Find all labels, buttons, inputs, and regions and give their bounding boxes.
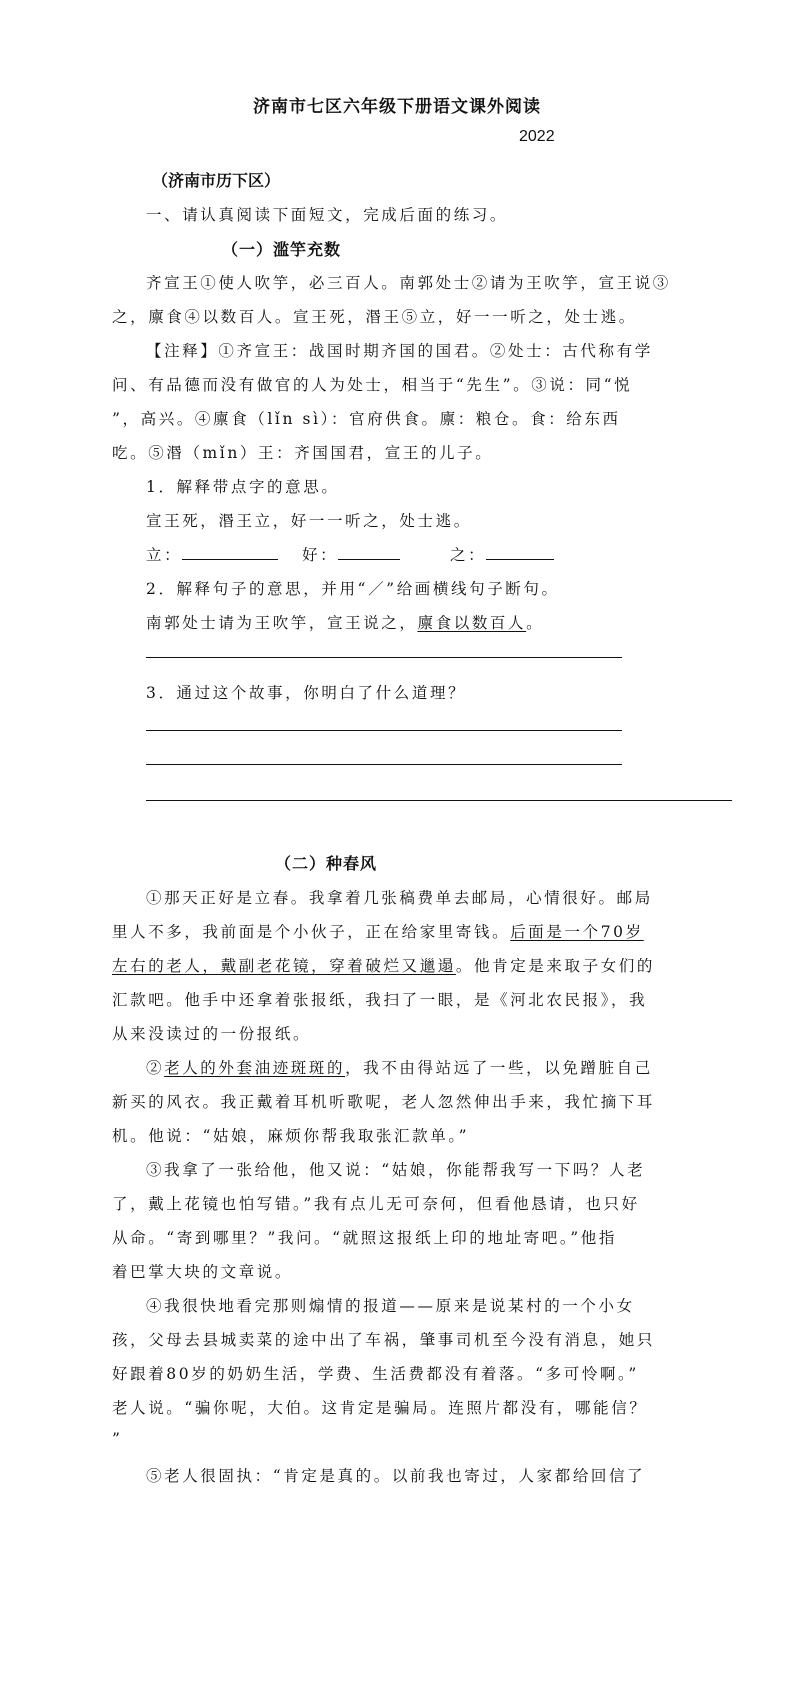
passage2-line: ” xyxy=(112,1430,123,1448)
passage2-line: ⑤老人很固执：“肯定是真的。以前我也寄过，人家都给回信了 xyxy=(146,1467,646,1485)
passage2-line xyxy=(112,954,655,976)
passage2-line xyxy=(112,920,644,942)
answer-line[interactable] xyxy=(146,730,622,731)
passage2-heading: （二）种春风 xyxy=(275,854,378,873)
region-label: （济南市历下区） xyxy=(152,171,281,190)
question-2-sentence: 南郭处士请为王吹竽，宣王说之， xyxy=(146,614,418,632)
passage2-line: 新买的风衣。我正戴着耳机听歌呢，老人忽然伸出手来，我忙摘下耳 xyxy=(112,1093,656,1111)
note-line: 吃。⑤湣（mǐn）王：齐国国君，宣王的儿子。 xyxy=(112,444,494,462)
passage2-underlined: 老人的外套油迹斑斑的 xyxy=(164,1059,346,1077)
answer-blank-li[interactable] xyxy=(182,545,278,560)
passage2-line: 从来没读过的一份报纸。 xyxy=(112,1025,312,1043)
answer-row-1 xyxy=(146,543,278,565)
answer-label-hao: 好： xyxy=(302,546,339,564)
passage2-line: ④我很快地看完那则煽情的报道——原来是说某村的一个小女 xyxy=(146,1297,635,1315)
passage2-line: 了，戴上花镜也怕写错。”我有点儿无可奈何，但看他恳请，也只好 xyxy=(112,1195,640,1213)
passage2-line: ③我拿了一张给他，他又说：“姑娘，你能帮我写一下吗？人老 xyxy=(146,1161,646,1179)
instruction-text: 一、请认真阅读下面短文，完成后面的练习。 xyxy=(146,206,509,224)
question-2-underlined: 廪食以数百人 xyxy=(417,614,527,632)
passage2-text: 。他肯定是来取子女们的 xyxy=(455,957,656,975)
passage1-heading: （一）滥竽充数 xyxy=(222,240,342,259)
note-line: 【注释】①齐宣王：战国时期齐国的国君。②处士：古代称有学 xyxy=(146,342,653,360)
answer-blank-hao[interactable] xyxy=(338,545,400,560)
answer-label-zhi: 之： xyxy=(450,546,487,564)
year-label: 2022 xyxy=(519,128,555,145)
question-3: 3．通过这个故事，你明白了什么道理？ xyxy=(146,684,467,702)
passage2-line: 好跟着80岁的奶奶生活，学费、生活费都没有着落。“多可怜啊。” xyxy=(112,1365,639,1383)
passage1-line: 之，廪食④以数百人。宣王死，湣王⑤立，好一一听之，处士逃。 xyxy=(112,308,637,326)
passage2-line: 汇款吧。他手中还拿着张报纸，我扫了一眼，是《河北农民报》，我 xyxy=(112,991,648,1009)
passage2-line: 从命。“寄到哪里？”我问。“就照这报纸上印的地址寄吧。”他指 xyxy=(112,1229,617,1247)
question-1-text: 宣王死，湣王立，好一一听之，处士逃。 xyxy=(146,512,472,530)
answer-row-3 xyxy=(450,543,554,565)
question-2-period: 。 xyxy=(526,614,545,632)
passage2-text: ② xyxy=(146,1059,165,1077)
passage2-line: 孩，父母去县城卖菜的途中出了车祸，肇事司机至今没有消息，她只 xyxy=(112,1331,656,1349)
passage2-line xyxy=(146,1056,653,1078)
note-line: 问、有品德而没有做官的人为处士，相当于“先生”。③说：同“悦 xyxy=(112,376,633,394)
question-2-text xyxy=(146,611,544,633)
answer-row-2 xyxy=(302,543,400,565)
passage2-underlined: 后面是一个70岁 xyxy=(510,923,644,941)
passage2-line: ①那天正好是立春。我拿着几张稿费单去邮局，心情很好。邮局 xyxy=(146,889,653,907)
passage2-line: 老人说。“骗你呢，大伯。这肯定是骗局。连照片都没有，哪能信？ xyxy=(112,1399,648,1417)
passage2-line: 着巴掌大块的文章说。 xyxy=(112,1263,294,1281)
answer-line[interactable] xyxy=(146,764,622,765)
passage1-line: 齐宣王①使人吹竽，必三百人。南郭处士②请为王吹竽，宣王说③ xyxy=(146,274,671,292)
question-2: 2．解释句子的意思，并用“／”给画横线句子断句。 xyxy=(146,580,560,598)
answer-blank-zhi[interactable] xyxy=(486,545,554,560)
note-line: ”，高兴。④廪食（lǐn sì）：官府供食。廪：粮仓。食：给东西 xyxy=(112,410,621,428)
question-1: 1．解释带点字的意思。 xyxy=(146,478,340,496)
page-title: 济南市七区六年级下册语文课外阅读 xyxy=(253,97,541,117)
passage2-line: 机。他说：“姑娘，麻烦你帮我取张汇款单。” xyxy=(112,1127,470,1145)
answer-line[interactable] xyxy=(146,657,622,658)
answer-label-li: 立： xyxy=(146,546,183,564)
passage2-text: ，我不由得站远了一些，以免蹭脏自己 xyxy=(345,1059,653,1077)
section-divider xyxy=(146,800,732,801)
passage2-text: 里人不多，我前面是个小伙子，正在给家里寄钱。 xyxy=(112,923,511,941)
passage2-underlined: 左右的老人，戴副老花镜，穿着破烂又邋遢 xyxy=(112,957,456,975)
